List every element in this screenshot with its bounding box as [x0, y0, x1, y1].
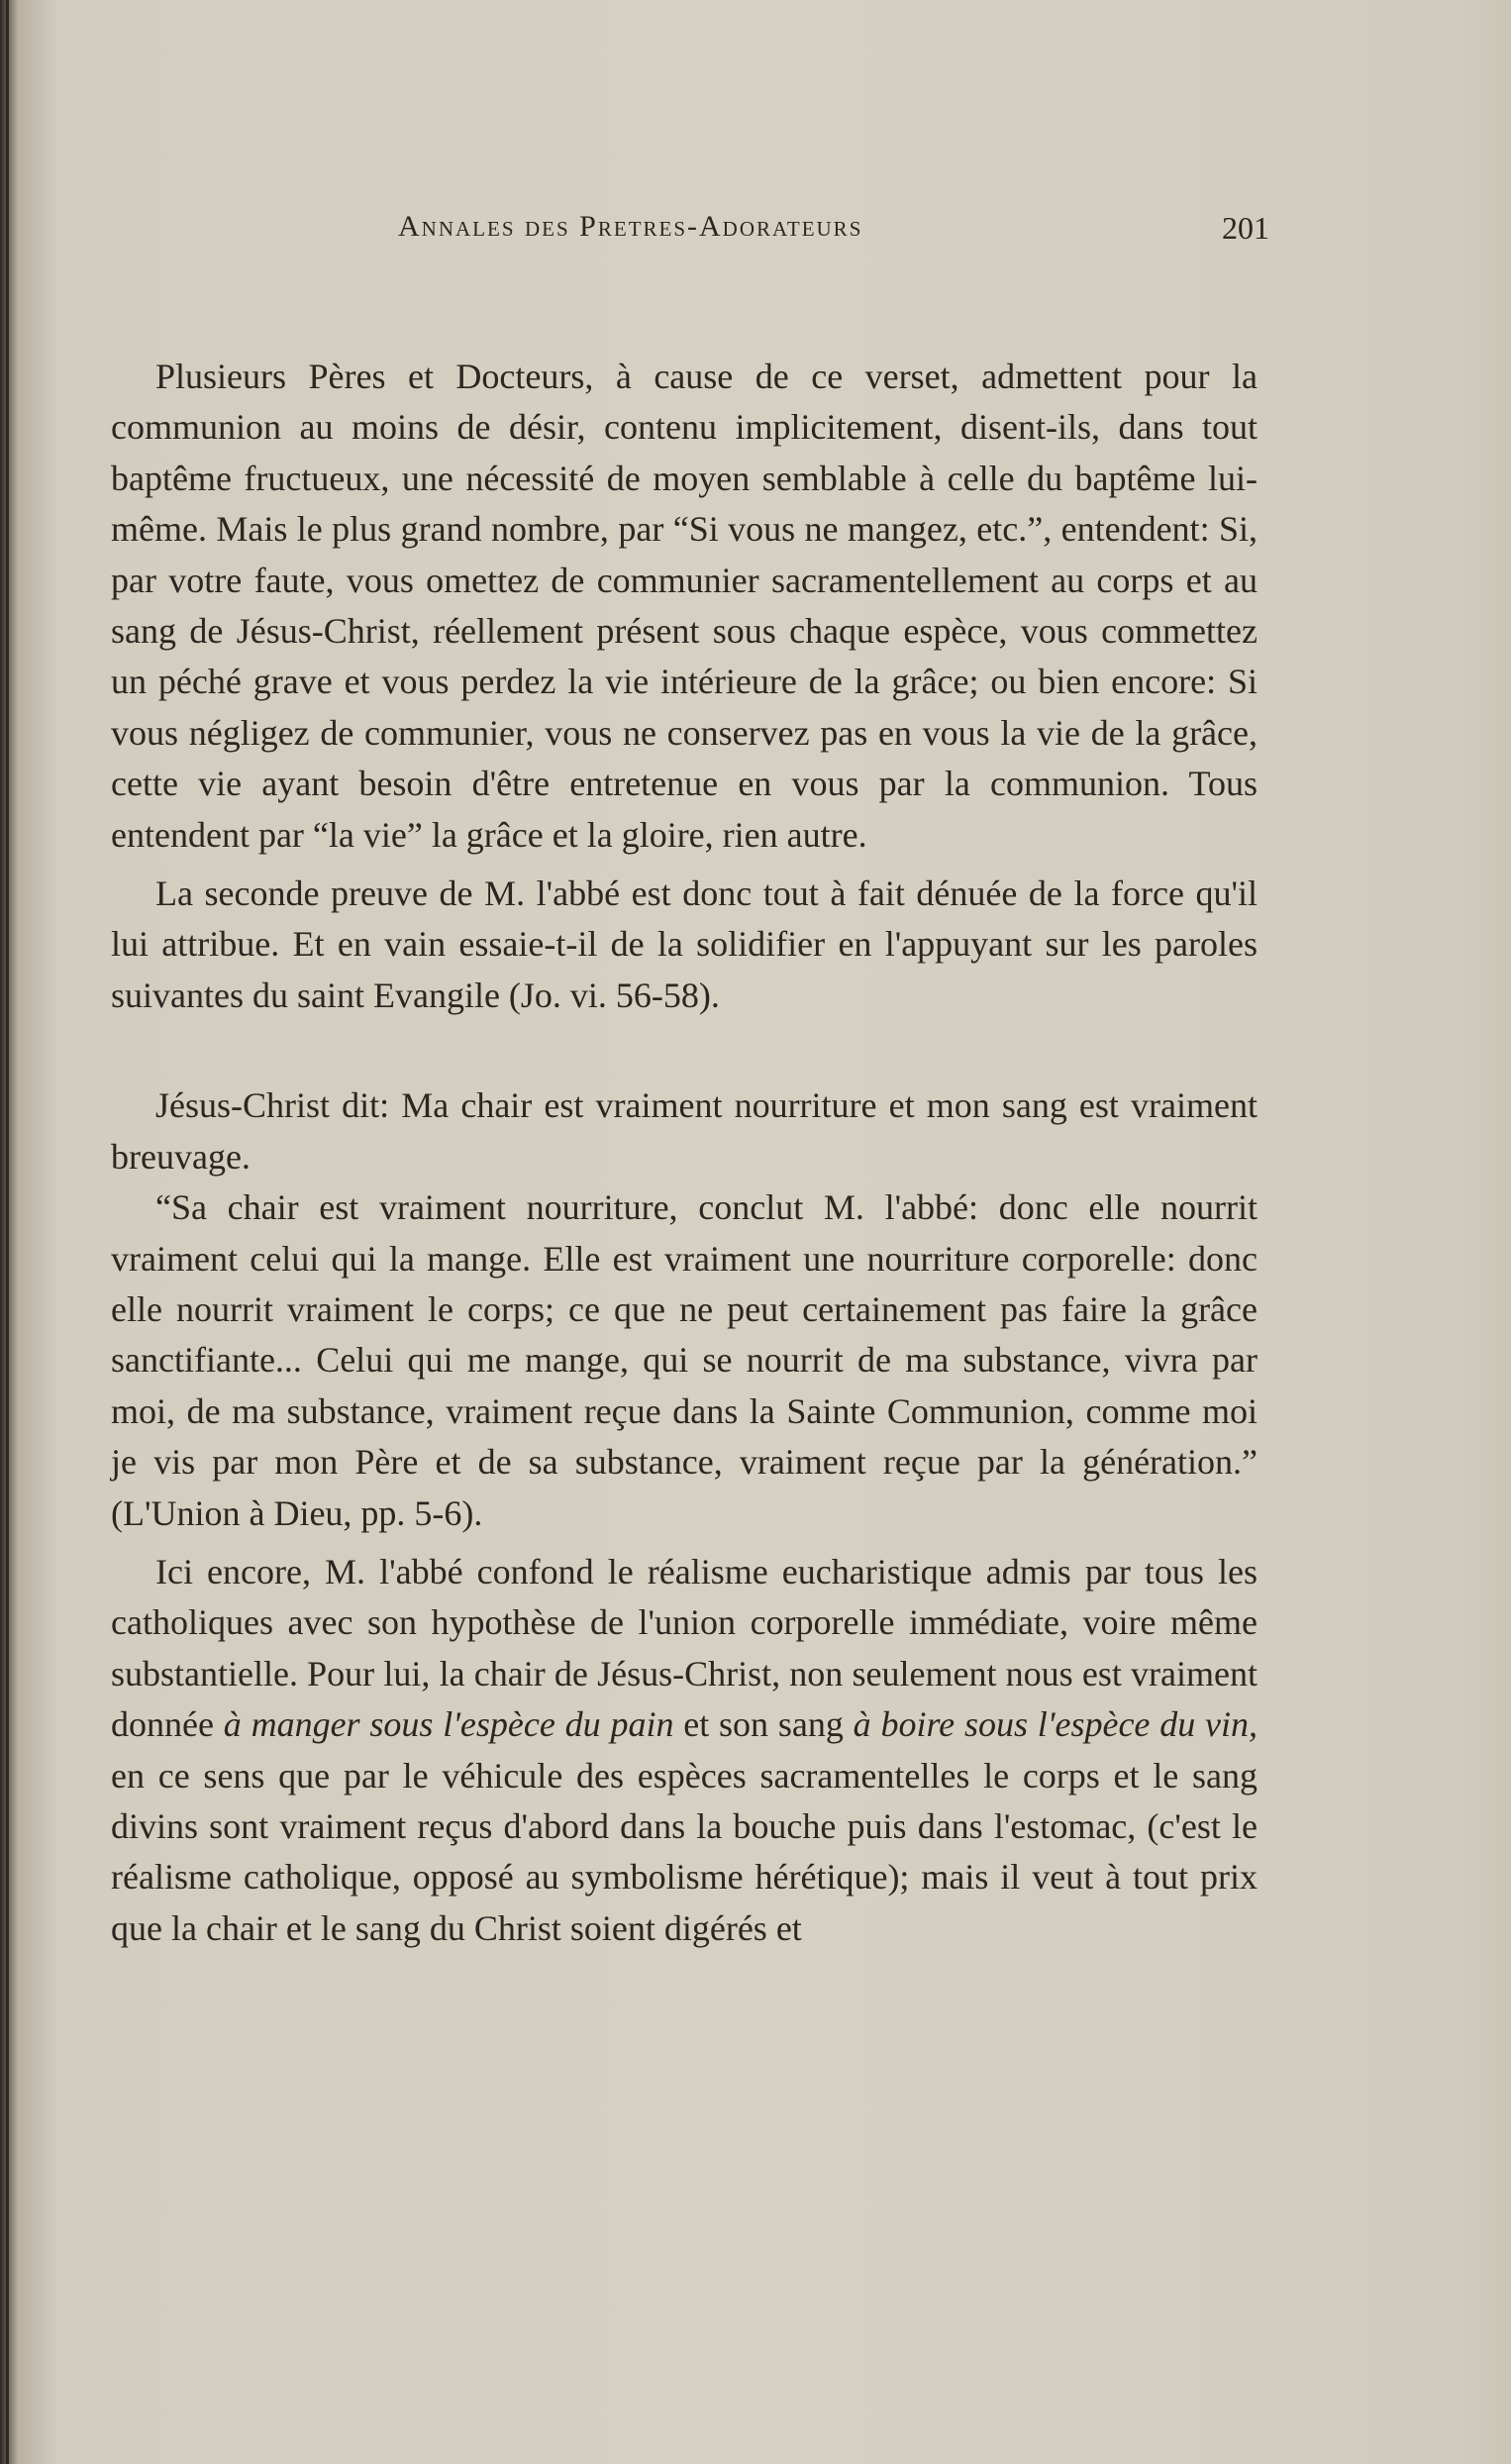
paragraph-5 [111, 1547, 1258, 1954]
paragraph-5-italic-2: à boire sous l'espèce du vin, [853, 1704, 1258, 1745]
page-header [398, 210, 1269, 259]
running-title: Annales des Pretres-Adorateurs [398, 210, 863, 243]
paragraph-1: Plusieurs Pères et Docteurs, à cause de ce verset, admettent pour la communion au moins de désir, contenu implicitement, disent-ils, dans tout baptême fructueux, une nécessité de moyen semblable à celle du baptême lui-même. Mais le plus grand nombre, par “Si vous ne mangez, etc.”, entendent: Si, par votre faute, vous omettez de communier sacramentellement au corps et au sang de Jésus-Christ, réellement présent sous chaque espèce, vous commettez un péché grave et vous perdez la vie intérieure de la grâce; ou bien encore: Si vous négligez de communier, vous ne conservez pas en vous la vie de la grâce, cette vie ayant besoin d'être entretenue en vous par la communion. Tous entendent par “la vie” la grâce et la gloire, rien autre. [111, 357, 1258, 855]
page-number: 201 [1222, 210, 1269, 246]
paragraph-5-text-b: et son sang [673, 1704, 854, 1745]
paragraph-5-italic-1: à manger sous l'espèce du pain [223, 1704, 674, 1745]
paragraph-5-text-c: en ce sens que par le véhicule des espèces sacramentelles le corps et le sang divins sont vraiment reçus d'abord dans la bouche puis dans l'estomac, (c'est le réalisme catholique, opposé au symbolisme hérétique); mais il veut à tout prix que la chair et le sang du Christ soient digérés et [111, 1755, 1258, 1948]
paragraph-5-text-a: Ici encore, M. l'abbé confond le réalisme eucharistique admis par tous les catholiques avec son hypothèse de l'union corporelle immédiate, voire même substantielle. Pour lui, la chair de Jésus-Christ, non seulement nous est vraiment donnée [111, 1551, 1258, 1745]
paragraph-2: La seconde preuve de M. l'abbé est donc tout à fait dénuée de la force qu'il lui attribue. Et en vain essaie-t-il de la solidifier en l'appuyant sur les paroles suivantes du saint Evangile (Jo. vi. 56-58). [111, 873, 1258, 1015]
paragraph-3: Jésus-Christ dit: Ma chair est vraiment nourriture et mon sang est vraiment breuvage. [111, 1085, 1258, 1177]
paragraph-4-quotation: “Sa chair est vraiment nourriture, conclut M. l'abbé: donc elle nourrit vraiment celui qui la mange. Elle est vraiment une nourriture corporelle: donc elle nourrit vraiment le corps; ce que ne peut certainement pas faire la grâce sanctifiante... Celui qui me mange, qui se nourrit de ma substance, vivra par moi, de ma substance, vraiment reçue dans la Sainte Communion, comme moi je vis par mon Père et de sa substance, vraiment reçue par la génération.” (L'Union à Dieu, pp. 5-6). [111, 1187, 1258, 1533]
body-text [111, 352, 1258, 1954]
book-gutter [6, 0, 9, 2464]
